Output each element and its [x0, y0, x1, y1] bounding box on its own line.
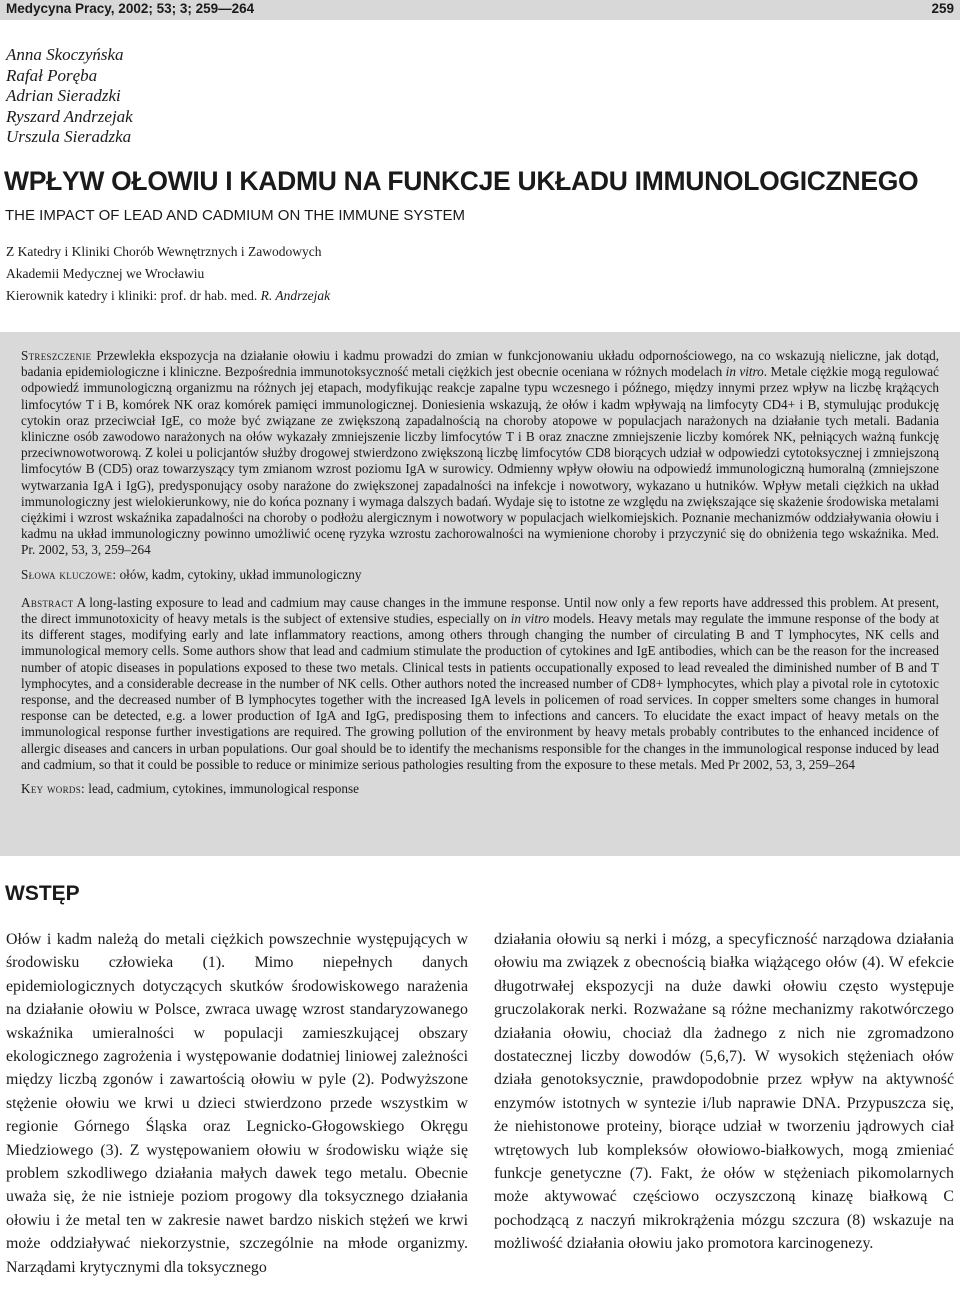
keywords-english-text: lead, cadmium, cytokines, immunological response: [84, 781, 359, 797]
abstract-english-text: models. Heavy metals may regulate the immune response of the body at its different stages, modifying early and late inflammatory reactions, among others through changing the number of circulating B and T lymphocytes, NK cells and immunological memory cells. Some authors show that lead and cadmium stimulate the production of cytokines and IgE antibodies, which can be the reason for the increased number of atopic diseases in populations exposed to these two metals. Clinical tests in patients occupationally exposed to lead revealed the diminished number of B and T lymphocytes, and a considerable decrease in the number of NK cells. Other authors noted the increased number of CD8+ lymphocytes, which play a pivotal role in cytotoxic response, and the decreased number of B lymphocytes together with the increased IgA levels in policemen of road services. In copper smelters some changes in humoral response can be detected, e.g. a lower production of IgA and IgG, predisposing them to infections and cancers. To elucidate the exact impact of heavy metals on the immunological response further investigations are required. The growing pollution of the environment by heavy metals probably contributes to the enhanced incidence of allergic diseases and cancers in urban populations. Our goal should be to identify the mechanisms responsible for the changes in the immunological response induced by lead and cadmium, so that it could be possible to reduce or minimize serious pathologies resulting from the exposure to these metals. Med Pr 2002, 53, 3, 259–264: [21, 611, 939, 772]
author-name: Anna Skoczyńska: [6, 45, 124, 64]
keywords-polish-label: Słowa kluczowe:: [21, 566, 117, 582]
body-column-left: [6, 928, 468, 1279]
journal-citation: Medycyna Pracy, 2002; 53; 3; 259—264: [6, 1, 255, 16]
abstract-english: [21, 595, 939, 773]
article-subtitle-english: THE IMPACT OF LEAD AND CADMIUM ON THE IMMUNE SYSTEM: [5, 207, 466, 224]
page-number: 259: [931, 1, 954, 16]
body-paragraph: Ołów i kadm należą do metali ciężkich powszechnie występujących w środowisku człowieka (1). Mimo niepełnych danych epidemiologicznych dotyczących skutków środowiskowego narażenia na działanie ołowiu w Polsce, zwraca uwagę wzrost standaryzowanego wskaźnika umieralności w populacji zamieszkującej obszary ekologicznego zagrożenia i występowanie dodatniej liniowej zależności między liczbą zgonów i zawartością ołowiu w pyle (2). Podwyższone stężenie ołowiu we krwi u dzieci stwierdzono przede wszystkim w regionie Górnego Śląska oraz Legnicko-Głogowskiego Okręgu Miedziowego (3). Z występowaniem ołowiu w środowisku wiąże się problem szkodliwego działania małych dawek tego metalu. Obecnie uważa się, że nie istnieje poziom progowy dla toksycznego działania ołowiu i że metal ten w zakresie nawet bardzo niskich stężeń we krwi może oddziaływać niekorzystnie, szczególnie na młode organizmy. Narządami krytycznymi dla toksycznego: [6, 931, 468, 1276]
body-paragraph: działania ołowiu są nerki i mózg, a specyficzność narządowa działania ołowiu ma związek z obecnością białka wiążącego ołów (4). W efekcie długotrwałej ekspozycji na duże dawki ołowiu często występuje gruczolakorak nerki. Rozważane są różne mechanizmy rakotwórczego działania ołowiu, chociaż dla żadnego z nich nie zgromadzono dostatecznej liczby dowodów (5,6,7). W wysokich stężeniach ołów działa genotoksycznie, prawdopodobnie przez wpływ na aktywność enzymów istotnych w syntezie i/lub naprawie DNA. Przypuszcza się, że niehistonowe proteiny, biorące udział w tworzeniu jądrowych ciał wtrętowych lub kompleksów ołowiowo-białkowych, mogą zmieniać funkcje genetyczne (7). Fakt, że ołów w stężeniach pikomolarnych może aktywować częściowo oczyszczoną kinazę białkową C pochodzącą z naczyń mikrokrążenia mózgu szczura (8) wskazuje na możliwość działania ołowiu jako promotora karcinogenezy.: [494, 931, 954, 1253]
abstract-panel: [0, 332, 960, 856]
abstract-english-italic: in vitro: [510, 611, 550, 627]
affiliation-line: Z Katedry i Kliniki Chorób Wewnętrznych i Zawodowych: [6, 244, 322, 259]
abstract-polish-text: . Metale ciężkie mogą regulować odpowiedź immunologiczną organizmu na różnych jej etapach, modyfikując reakcje zapalne typu wczesnego i późnego, między innymi przez wpływ na liczbę krążących limfocytów T i B, komórek NK oraz komórek pamięci immunologicznej. Doniesienia wskazują, że ołów i kadm wpływają na limfocyty CD4+ i B, stymulując produkcję cytokin oraz przeciwciał IgE, co może być związane ze zwiększoną zapadalnością na choroby atopowe w populacjach narażonych na działanie tych metali. Badania kliniczne osób zawodowo narażonych na ołów wykazały zmniejszenie liczby limfocytów T i B oraz znaczne zmniejszenie liczby komórek NK, pełniących ważną funkcję przeciwnowotworową. Z kolei u policjantów służby drogowej stwierdzono zwiększoną liczbę limfocytów CD8 biorących udział w odpowiedzi cytotoksycznej i zmniejszoną limfocytów B (CD5) oraz towarzyszący tym zmianom wzrost poziomu IgA w surowicy. Odmienny wpływ ołowiu na odpowiedź immunologiczną humoralną (zmniejszone wytwarzania IgA i IgG), predysponujący osoby narażone do zwiększonej zapadalności na infekcje i nowotwory, wykazano u hutników. Wpływ metali ciężkich na układ immunologiczny jest wielokierunkowy, nie do końca poznany i wymaga dalszych badań. Wydaje się to istotne ze względu na zwiększające się skażenie środowiska metalami ciężkimi i wzrost wskaźnika zapadalności na choroby o podłożu alergicznym i nowotwory w populacjach wielkomiejskich. Poznanie mechanizmów oddziaływania ołowiu i kadmu na układ immunologiczny powinno umożliwić ocenę ryzyka wzrostu zachorowalności na wymienione choroby i przyczynić się do obniżenia tego wskaźnika. Med. Pr. 2002, 53, 3, 259–264: [21, 364, 939, 558]
keywords-english-label: Key words:: [21, 781, 85, 797]
affiliation-line: [6, 285, 330, 307]
affiliation-line: Akademii Medycznej we Wrocławiu: [6, 266, 205, 281]
running-header: [0, 0, 960, 20]
author-name: Rafał Poręba: [6, 65, 98, 85]
section-heading: WSTĘP: [5, 882, 80, 905]
abstract-polish-text: Przewlekła ekspozycja na działanie ołowiu i kadmu prowadzi do zmian w funkcjonowaniu układu odpornościowego, na co wskazują nieliczne, jak dotąd, badania epidemiologiczne i kliniczne. Bezpośrednia immunotoksyczność metali ciężkich jest obecnie oceniana w różnych modelach: [21, 348, 939, 380]
affiliation: [6, 241, 330, 307]
abstract-polish: [21, 348, 939, 559]
keywords-english: [21, 781, 939, 797]
article-title: WPŁYW OŁOWIU I KADMU NA FUNKCJE UKŁADU IMMUNOLOGICZNEGO: [4, 166, 919, 196]
affiliation-head-name: R. Andrzejak: [260, 288, 331, 303]
body-column-right: [494, 928, 954, 1256]
abstract-polish-italic: in vitro: [725, 364, 764, 380]
keywords-polish-text: ołów, kadm, cytokiny, układ immunologiczny: [116, 566, 362, 582]
affiliation-head-label: Kierownik katedry i kliniki: prof. dr hab. med.: [6, 288, 261, 303]
author-name: Ryszard Andrzejak: [6, 106, 133, 126]
abstract-english-label: Abstract: [21, 594, 74, 610]
author-name: Urszula Sieradzka: [6, 127, 132, 146]
abstract-english-text: A long-lasting exposure to lead and cadmium may cause changes in the immune response. Until now only a few reports have addressed this problem. At present, the direct immunotoxicity of heavy metals is the subject of extensive studies, especially on: [21, 594, 939, 627]
author-name: Adrian Sieradzki: [6, 86, 121, 105]
author-list: [6, 45, 133, 148]
abstract-polish-label: Streszczenie: [21, 348, 92, 363]
keywords-polish: [21, 567, 939, 583]
